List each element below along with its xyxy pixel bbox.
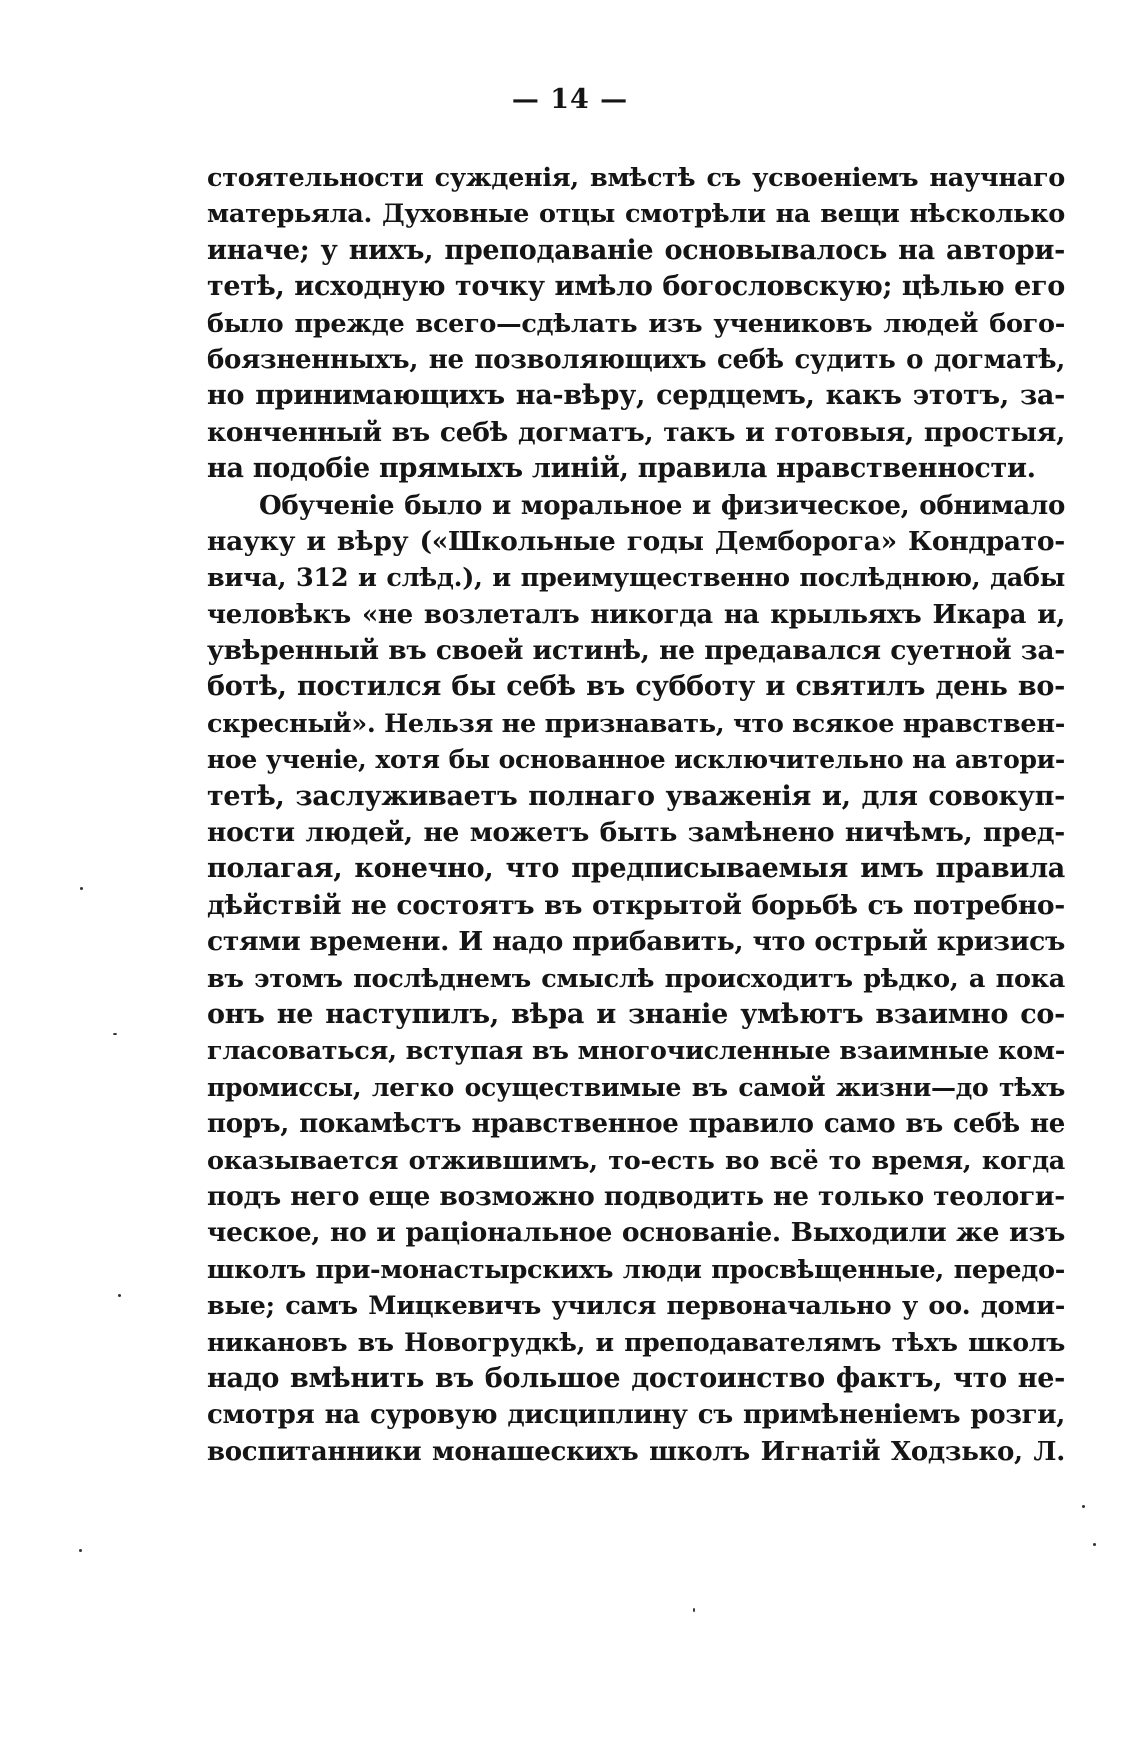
scan-speck [1093, 1543, 1096, 1546]
text-line: вича, 312 и слѣд.), и преимущественно послѣднюю, дабы [207, 563, 1065, 594]
text-line: никановъ въ Новогрудкѣ, и преподавателямъ тѣхъ школъ [207, 1327, 1065, 1357]
scan-speck [118, 1294, 121, 1297]
text-line: ности людей, не можетъ быть замѣнено ничѣмъ, пред- [207, 817, 1065, 849]
text-line: онъ не наступилъ, вѣра и знаніе умѣютъ взаимно со- [207, 998, 1065, 1030]
text-line: школъ при-монастырскихъ люди просвѣщенные, передо- [207, 1254, 1065, 1285]
text-line: подъ него еще возможно подводить не только теологи- [207, 1180, 1065, 1212]
text-line: въ этомъ послѣднемъ смыслѣ происходитъ рѣдко, а пока [207, 963, 1065, 994]
text-line: конченный въ себѣ догматъ, такъ и готовыя, простыя, [207, 416, 1065, 448]
text-line: стоятельности сужденія, вмѣстѣ съ усвоеніемъ научнаго [207, 163, 1065, 193]
body-text [207, 160, 1065, 1470]
scan-speck [693, 1608, 695, 1612]
text-line: но принимающихъ на-вѣру, сердцемъ, какъ этотъ, за- [207, 380, 1065, 412]
text-line: надо вмѣнить въ большое достоинство фактъ, что не- [207, 1362, 1065, 1394]
scan-speck [1082, 1505, 1085, 1508]
text-line: оказывается отжившимъ, то-есть во всё то время, когда [207, 1145, 1065, 1176]
text-line: увѣренный въ своей истинѣ, не предавался суетной за- [207, 635, 1065, 667]
text-line: человѣкъ «не возлеталъ никогда на крыльяхъ Икара и, [207, 599, 1065, 630]
text-line: иначе; у нихъ, преподаваніе основывалось на автори- [207, 234, 1065, 266]
text-line: тетѣ, заслуживаетъ полнаго уваженія и, для совокуп- [207, 780, 1065, 812]
text-line: ное ученіе, хотя бы основанное исключительно на автори- [207, 745, 1065, 775]
text-line: скресный». Нельзя не признавать, что всякое нравствен- [207, 708, 1065, 739]
text-line: промиссы, легко осуществимые въ самой жизни—до тѣхъ [207, 1072, 1065, 1102]
paragraph-1 [207, 160, 1065, 488]
scan-speck [113, 1033, 117, 1035]
page-number: — 14 — [511, 84, 629, 115]
text-line: воспитанники монашескихъ школъ Игнатій Ходзько, Л. [207, 1436, 1065, 1467]
text-line: поръ, покамѣстъ нравственное правило само въ себѣ не [207, 1109, 1065, 1140]
scan-speck [80, 887, 83, 890]
scan-speck [79, 1549, 82, 1552]
text-line: боязненныхъ, не позволяющихъ себѣ судить о догматѣ, [207, 344, 1065, 375]
text-line: тетѣ, исходную точку имѣло богословскую; цѣлью его [207, 271, 1065, 303]
text-line: дѣйствій не состоятъ въ открытой борьбѣ съ потребно- [207, 889, 1065, 921]
text-line: гласоваться, вступая въ многочисленные взаимные ком- [207, 1036, 1065, 1067]
text-line: ческое, но и раціональное основаніе. Выходили же изъ [207, 1217, 1065, 1249]
text-line: науку и вѣру («Школьные годы Демборога» Кондрато- [207, 525, 1065, 557]
text-line: смотря на суровую дисциплину съ примѣненіемъ розги, [207, 1400, 1065, 1431]
text-line: ботѣ, постился бы себѣ въ субботу и святилъ день во- [207, 671, 1065, 703]
text-line: полагая, конечно, что предписываемыя имъ правила [207, 853, 1065, 885]
text-line: матерьяла. Духовные отцы смотрѣли на вещи нѣсколько [207, 199, 1065, 230]
paragraph-2 [207, 488, 1065, 1471]
text-line: вые; самъ Мицкевичъ учился первоначально у оо. доми- [207, 1291, 1065, 1322]
text-line: было прежде всего—сдѣлать изъ учениковъ людей бого- [207, 308, 1065, 339]
text-line: Обученіе было и моральное и физическое, обнимало [259, 490, 1065, 521]
text-line: на подобіе прямыхъ линій, правила нравственности. [207, 453, 1036, 485]
text-line: стями времени. И надо прибавить, что острый кризисъ [207, 926, 1065, 958]
